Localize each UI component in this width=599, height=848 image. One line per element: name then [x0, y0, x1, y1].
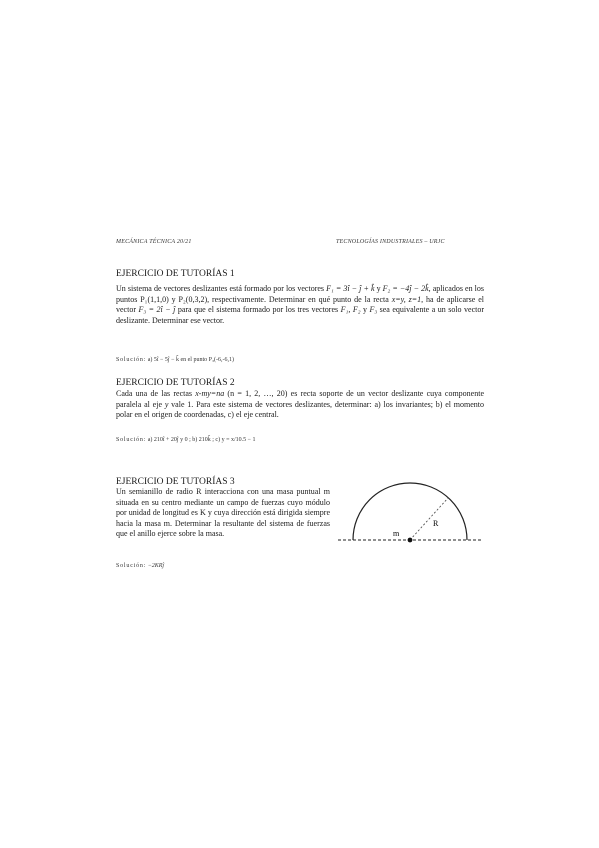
solution-value: a) 210î + 20ĵ y 0 ; b) 210k̂ ; c) y = x/10.5 − 1: [146, 437, 256, 443]
semi-ring-diagram: [336, 478, 486, 550]
ex1-f3: F₃: [369, 305, 378, 315]
ex1-vector-f2: F₂ = −4ĵ − 2k̂: [382, 284, 429, 293]
ex1-text-2: y: [374, 284, 383, 293]
ex2-text-3: vale 1. Para este sistema de vectores deslizantes, determinar: a) los invariantes; b) el momento polar en el origen de coordenadas, c) el eje central.: [116, 399, 484, 420]
ex1-text-1: Un sistema de vectores deslizantes está formado por los vectores: [116, 284, 327, 293]
ex2-line-eq: x-my=na: [195, 389, 225, 398]
ex1-vector-f1: F₁ = 3î − ĵ + k̂: [326, 284, 375, 293]
solution-label: Solución:: [116, 563, 147, 569]
exercise-2-statement: [116, 389, 484, 421]
exercise-1-solution: [116, 357, 234, 363]
ex2-text-1: Cada una de las rectas: [116, 389, 196, 398]
ex1-text-3: , aplicados en los puntos P₁(1,1,0) y P₂(0,3,2), respectivamente. Determinar en qué punto de la recta: [116, 284, 485, 304]
ex1-and: y: [360, 305, 370, 315]
exercise-1-title: EJERCICIO DE TUTORÍAS 1: [116, 269, 235, 279]
ex2-axis: y: [164, 399, 169, 409]
exercise-3-statement: Un semianillo de radio R interacciona con una masa puntual m situada en su centro mediante un campo de fuerzas cuyo módulo por unidad de longitud es K y cuya dirección está dirigida siempre hacia la masa m. Determinar la resultante del sistema de fuerzas que el anillo ejerce sobre la masa.: [116, 487, 330, 539]
ex1-f1: F₁: [340, 305, 349, 315]
point-mass: [408, 538, 413, 543]
ex1-f2: F₂: [352, 305, 361, 315]
ex1-text-6: sea equivalente a un solo vector deslizante. Determinar ese vector.: [116, 305, 485, 325]
header-degree: TECNOLOGÍAS INDUSTRIALES – URJC: [336, 239, 445, 245]
mass-label: m: [393, 529, 400, 538]
radius-label: R: [433, 519, 439, 528]
solution-value: −2KRĵ: [146, 563, 165, 569]
ex1-vector-f3: F₃ = 2î − ĵ: [138, 305, 176, 315]
radius-line: [410, 498, 448, 540]
exercise-3-title: EJERCICIO DE TUTORÍAS 3: [116, 477, 235, 487]
ex1-sep: ,: [348, 305, 353, 315]
semi-ring-arc: [353, 483, 467, 540]
exercise-2-solution: [116, 437, 256, 443]
solution-label: Solución:: [116, 357, 147, 363]
exercise-3-solution: [116, 563, 164, 569]
solution-label: Solución:: [116, 437, 147, 443]
ex1-line-eq: x=y, z=1: [391, 294, 422, 304]
solution-value: a) 5î − 5ĵ − k̂ en el punto P₃(-6,-6,1): [146, 357, 235, 363]
exercise-1-statement: [116, 284, 484, 326]
ex2-text-2: (n = 1, 2, …, 20) es recta soporte de un vector deslizante cuya componente paralela al eje: [116, 389, 485, 409]
header-course: MECÁNICA TÉCNICA 20/21: [116, 239, 192, 245]
exercise-2-title: EJERCICIO DE TUTORÍAS 2: [116, 378, 235, 388]
ex1-text-5: para que el sistema formado por los tres vectores: [175, 305, 341, 315]
ex1-text-4: , ha de aplicarse el vector: [116, 294, 484, 315]
